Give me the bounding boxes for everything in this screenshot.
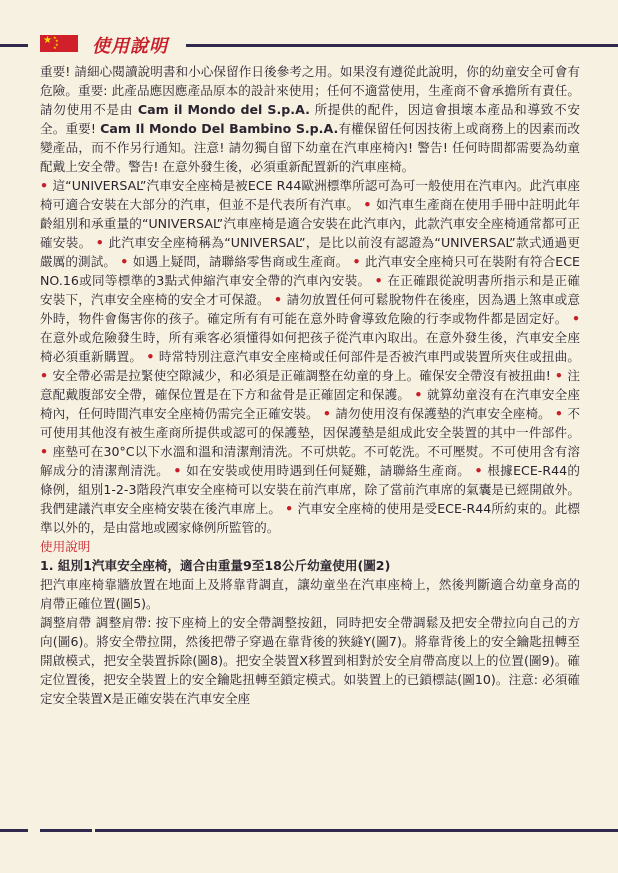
bullet-paragraph: [40, 176, 580, 537]
bullet-text: 這“UNIVERSAL”汽車安全座椅是被ECE R44歐洲標準所認可為可一般使用在汽車內。此汽車座椅可適合安裝在大部分的汽車，但並不是代表所有汽車。: [40, 178, 581, 212]
page-title: 使用說明: [92, 36, 168, 57]
bullet-text: 座墊可在30°C以下水溫和溫和清潔劑清洗。不可烘乾。不可乾洗。不可壓熨。不可使用含有溶解成分的清潔劑清洗。: [40, 444, 580, 478]
header-rule-left: [0, 44, 28, 47]
bullet-text: 汽車安全座椅的使用是受ECE-R44所約束的。此標準以外的，是由當地或國家條例所監管的。: [40, 501, 581, 535]
brand-name-1: Cam il Mondo del S.p.A.: [137, 102, 310, 117]
bullet-text: 此汽車安全座椅稱為“UNIVERSAL”，是比以前沒有認證為“UNIVERSAL”款式通過更嚴厲的測試。: [40, 235, 581, 269]
header-bar: [0, 34, 618, 58]
bullet-icon: •: [414, 387, 427, 402]
bullet-icon: •: [120, 254, 133, 269]
footer-rule-gap: [92, 829, 95, 832]
bullet-text: 在意外或危險發生時，所有乘客必須懂得如何把孩子從汽車內取出。在意外發生後，汽車安全座椅必須重新購置。: [40, 330, 580, 364]
bullet-text: 在正確跟從說明書所指示和是正確安裝下，汽車安全座椅的安全才可保證。: [40, 273, 580, 307]
bullet-icon: •: [285, 501, 298, 516]
bullet-icon: •: [173, 463, 187, 478]
bullet-icon: •: [374, 273, 388, 288]
bullet-icon: •: [146, 349, 159, 364]
instructions-paragraph-2: 調整肩帶 調整肩帶: 按下座椅上的安全帶調整按鈕，同時把安全帶調鬆及把安全帶拉向自己的方向(圖6)。將安全帶拉開，然後把帶子穿過在靠背後的狹縫Y(圖7)。將靠背後上的安全鑰匙扭轉至開啟模式，把安全裝置拆除(圖8)。把安全裝置X移置到相對於安全肩帶高度以上的位置(圖9)。確定位置後，把安全裝置上的安全鑰匙扭轉至鎖定模式。如裝置上的已鎖標誌(圖10)。注意: 必須確定安全裝置X是正確安裝在汽車安全座: [40, 615, 580, 706]
bullet-text: 注意配戴腹部安全帶，確保位置是在下方和盆骨是正確固定和保護。: [40, 368, 580, 402]
bullet-icon: •: [363, 197, 376, 212]
footer-rule: [40, 829, 618, 832]
bullet-text: 時常特別注意汽車安全座椅或任何部件是否被汽車門或裝置所夾住或扭曲。: [158, 349, 581, 364]
bullet-text: 請勿放置任何可鬆脫物件在後座，因為遇上煞車或意外時，物件會傷害你的孩子。確定所有有可能在意外時會導致危險的行李或物件都是固定好。: [40, 292, 581, 326]
bullet-icon: •: [273, 292, 287, 307]
footer-rule-left: [0, 829, 28, 832]
bullet-text: 不可使用其他沒有被生產商所提供或認可的保護墊，因保護墊是組成此安全裝置的其中一件部件。: [40, 406, 581, 440]
bullet-text: 安全帶必需是拉緊使空隙減少，和必須是正確調整在幼童的身上。確保安全帶沒有被扭曲!: [52, 368, 551, 383]
brand-name-2: Cam Il Mondo Del Bambino S.p.A.: [100, 121, 339, 136]
intro-text-2: 所提供的配件，因這會損壞本產品和導致不安全。重要!: [40, 102, 580, 136]
china-flag-icon: ★ ★ ★ ★ ★: [40, 35, 78, 52]
intro-text-3: 有權保留任何因技術上或商務上的因素而改變產品，而不作另行通知。注意! 請勿獨自留下幼童在汽車座椅內! 警告! 任何時間都需要為幼童配戴上安全帶。警告! 在意外發生後，必須重新配置新的汽車座椅。: [40, 121, 580, 174]
bullet-text: 根據ECE-R44的條例，組別1-2-3階段汽車安全座椅可以安裝在前汽車席，除了當前汽車席的氣囊是已經開啟外。我們建議汽車安全座椅安裝在後汽車席上。: [40, 463, 581, 516]
bullet-icon: •: [571, 311, 580, 326]
instructions-subheading: 1. 組別1汽車安全座椅，適合由重量9至18公斤幼童使用(圖2): [40, 558, 391, 573]
bullet-icon: •: [352, 254, 366, 269]
bullet-icon: •: [40, 444, 53, 459]
bullet-text: 如在安裝或使用時遇到任何疑難，請聯絡生產商。: [186, 463, 471, 478]
bullet-text: 此汽車安全座椅只可在裝附有符合ECE NO.16或同等標準的3點式伸縮汽車安全帶的汽車內安裝。: [40, 254, 581, 288]
bullet-text: 如汽車生產商在使用手冊中註明此年齡組別和承重量的“UNIVERSAL”汽車座椅是適合安裝在此汽車內，此款汽車安全座椅通常都可正確安裝。: [40, 197, 581, 250]
bullet-text: 就算幼童沒有在汽車安全座椅內，任何時間汽車安全座椅仍需完全正確安裝。: [40, 387, 581, 421]
intro-text-1: 重要! 請細心閱讀說明書和小心保留作日後參考之用。如果沒有遵從此說明，你的幼童安全可會有危險。重要: 此產品應因應產品原本的設計來使用；任何不適當使用，生產商不會承擔所有責任。請勿使用不是由: [40, 64, 580, 117]
bullet-icon: •: [554, 406, 568, 421]
intro-paragraph: [40, 62, 580, 176]
instructions-heading: 使用說明: [40, 539, 91, 554]
bullet-icon: •: [322, 406, 336, 421]
bullet-text: 請勿使用沒有保護墊的汽車安全座椅。: [335, 406, 551, 421]
bullet-icon: •: [40, 368, 53, 383]
bullet-icon: •: [40, 178, 53, 193]
instructions-paragraph-1: 把汽車座椅靠牆放置在地面上及將靠背調直，讓幼童坐在汽車座椅上，然後判斷適合幼童身高的肩帶正確位置(圖5)。: [40, 577, 580, 611]
bullet-icon: •: [474, 463, 488, 478]
bullet-text: 如遇上疑問，請聯絡零售商或生產商。: [132, 254, 349, 269]
document-body: [40, 62, 580, 708]
bullet-icon: •: [554, 368, 568, 383]
header-rule: [186, 44, 618, 47]
bullet-icon: •: [95, 235, 109, 250]
